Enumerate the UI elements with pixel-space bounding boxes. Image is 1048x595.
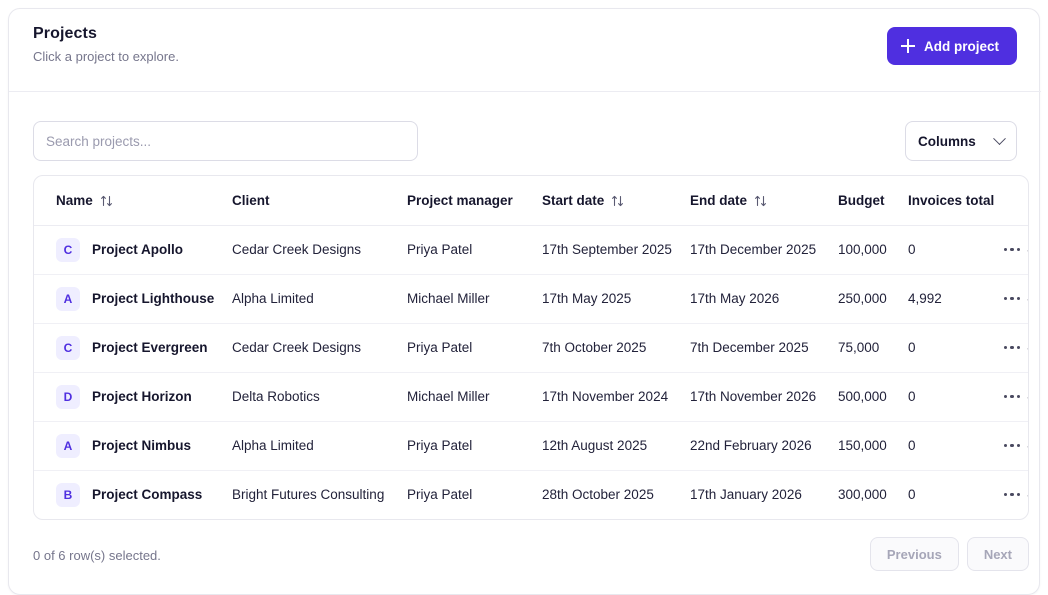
cell-actions[interactable] <box>990 470 1029 519</box>
sort-icon[interactable] <box>611 195 624 207</box>
column-label-start-date: Start date <box>542 192 605 208</box>
plus-icon <box>901 39 915 53</box>
avatar: A <box>56 287 80 311</box>
column-header-name[interactable] <box>34 176 224 225</box>
cell-client: Cedar Creek Designs <box>224 225 399 274</box>
project-name: Project Nimbus <box>92 438 192 453</box>
projects-table <box>33 175 1029 520</box>
sort-icon[interactable] <box>754 195 767 207</box>
column-header-actions <box>990 176 1029 225</box>
cell-client: Alpha Limited <box>224 274 399 323</box>
search-input[interactable] <box>33 121 418 161</box>
cell-name[interactable] <box>34 421 224 470</box>
project-name: Project Evergreen <box>92 340 208 355</box>
columns-button[interactable] <box>905 121 1017 161</box>
next-page-button[interactable]: Next <box>967 537 1029 571</box>
cell-start-date: 12th August 2025 <box>534 421 682 470</box>
cell-end-date: 22nd February 2026 <box>682 421 830 470</box>
cell-manager: Priya Patel <box>399 225 534 274</box>
cell-actions[interactable] <box>990 372 1029 421</box>
column-header-invoices-total[interactable] <box>900 176 995 225</box>
cell-manager: Priya Patel <box>399 323 534 372</box>
cell-client: Cedar Creek Designs <box>224 323 399 372</box>
row-menu-icon[interactable] <box>998 236 1026 264</box>
table-row[interactable] <box>34 421 1029 470</box>
add-project-button[interactable] <box>887 27 1017 65</box>
column-label-name: Name <box>56 192 93 208</box>
column-header-end-date[interactable] <box>682 176 830 225</box>
project-name: Project Lighthouse <box>92 291 215 306</box>
cell-actions[interactable] <box>990 225 1029 274</box>
cell-budget: 75,000 <box>830 323 900 372</box>
cell-client: Alpha Limited <box>224 421 399 470</box>
cell-name[interactable] <box>34 323 224 372</box>
cell-name[interactable] <box>34 274 224 323</box>
cell-manager: Michael Miller <box>399 274 534 323</box>
cell-end-date: 17th January 2026 <box>690 487 802 503</box>
page-title: Projects <box>33 25 97 42</box>
table-row[interactable] <box>34 372 1029 421</box>
columns-label: Columns <box>918 133 976 149</box>
cell-budget: 500,000 <box>830 372 900 421</box>
row-menu-icon[interactable] <box>998 481 1026 509</box>
column-header-start-date[interactable] <box>534 176 682 225</box>
column-header-budget[interactable] <box>830 176 900 225</box>
table-head <box>34 176 1029 225</box>
table-footer <box>33 537 1029 575</box>
table-row[interactable] <box>34 225 1029 274</box>
cell-manager: Michael Miller <box>399 372 534 421</box>
cell-start-date: 17th November 2024 <box>534 372 682 421</box>
cell-name[interactable] <box>34 470 224 519</box>
chevron-down-icon <box>993 132 1006 145</box>
cell-budget: 250,000 <box>830 274 900 323</box>
cell-start-date: 17th September 2025 <box>534 225 682 274</box>
cell-actions[interactable] <box>990 274 1029 323</box>
cell-actions[interactable] <box>990 323 1029 372</box>
row-menu-icon[interactable] <box>998 432 1026 460</box>
projects-panel <box>8 8 1040 595</box>
pagination <box>870 537 1029 571</box>
cell-end-date: 17th December 2025 <box>682 225 830 274</box>
table-body <box>34 225 1029 519</box>
column-label-manager: Project manager <box>407 192 513 208</box>
column-header-client[interactable] <box>224 176 399 225</box>
avatar: C <box>56 238 80 262</box>
table-row[interactable] <box>34 323 1029 372</box>
table-toolbar <box>33 121 1017 161</box>
avatar: D <box>56 385 80 409</box>
cell-invoices-total: 4,992 <box>900 274 990 323</box>
cell-client: Delta Robotics <box>224 372 399 421</box>
cell-name[interactable] <box>34 372 224 421</box>
cell-invoices-total: 0 <box>900 372 990 421</box>
table-row[interactable] <box>34 470 1029 519</box>
table-header-row <box>34 176 1029 225</box>
cell-manager: Priya Patel <box>399 421 534 470</box>
cell-budget: 150,000 <box>830 421 900 470</box>
row-menu-icon[interactable] <box>998 285 1026 313</box>
table-row[interactable] <box>34 274 1029 323</box>
cell-budget: 300,000 <box>838 487 887 503</box>
rows-selected-text: 0 of 6 row(s) selected. <box>33 548 161 563</box>
cell-budget: 100,000 <box>830 225 900 274</box>
cell-invoices-total: 0 <box>900 323 990 372</box>
cell-manager: Priya Patel <box>407 487 473 503</box>
avatar: A <box>56 434 80 458</box>
cell-start-date: 28th October 2025 <box>542 487 654 503</box>
cell-name[interactable] <box>34 225 224 274</box>
cell-end-date: 17th May 2026 <box>682 274 830 323</box>
avatar: C <box>56 336 80 360</box>
project-name: Project Apollo <box>92 242 184 257</box>
column-label-end-date: End date <box>690 192 748 208</box>
cell-end-date: 7th December 2025 <box>682 323 830 372</box>
column-label-budget: Budget <box>838 192 885 208</box>
page-header <box>9 9 1041 92</box>
row-menu-icon[interactable] <box>998 334 1026 362</box>
project-name: Project Horizon <box>92 389 192 404</box>
add-project-label: Add project <box>923 38 999 54</box>
previous-page-button[interactable]: Previous <box>870 537 959 571</box>
cell-client: Bright Futures Consulting <box>232 487 385 503</box>
cell-invoices-total: 0 <box>900 421 990 470</box>
cell-invoices-total: 0 <box>908 487 916 503</box>
cell-start-date: 7th October 2025 <box>534 323 682 372</box>
row-menu-icon[interactable] <box>998 383 1026 411</box>
column-label-client: Client <box>232 192 270 208</box>
sort-icon[interactable] <box>100 195 113 207</box>
cell-invoices-total: 0 <box>900 225 990 274</box>
column-header-manager[interactable] <box>399 176 534 225</box>
cell-end-date: 17th November 2026 <box>682 372 830 421</box>
cell-start-date: 17th May 2025 <box>534 274 682 323</box>
cell-actions[interactable] <box>990 421 1029 470</box>
avatar: B <box>56 483 80 507</box>
page-subtitle: Click a project to explore. <box>33 49 179 64</box>
project-name: Project Compass <box>92 487 203 503</box>
column-label-invoices-total: Invoices total <box>908 192 995 208</box>
